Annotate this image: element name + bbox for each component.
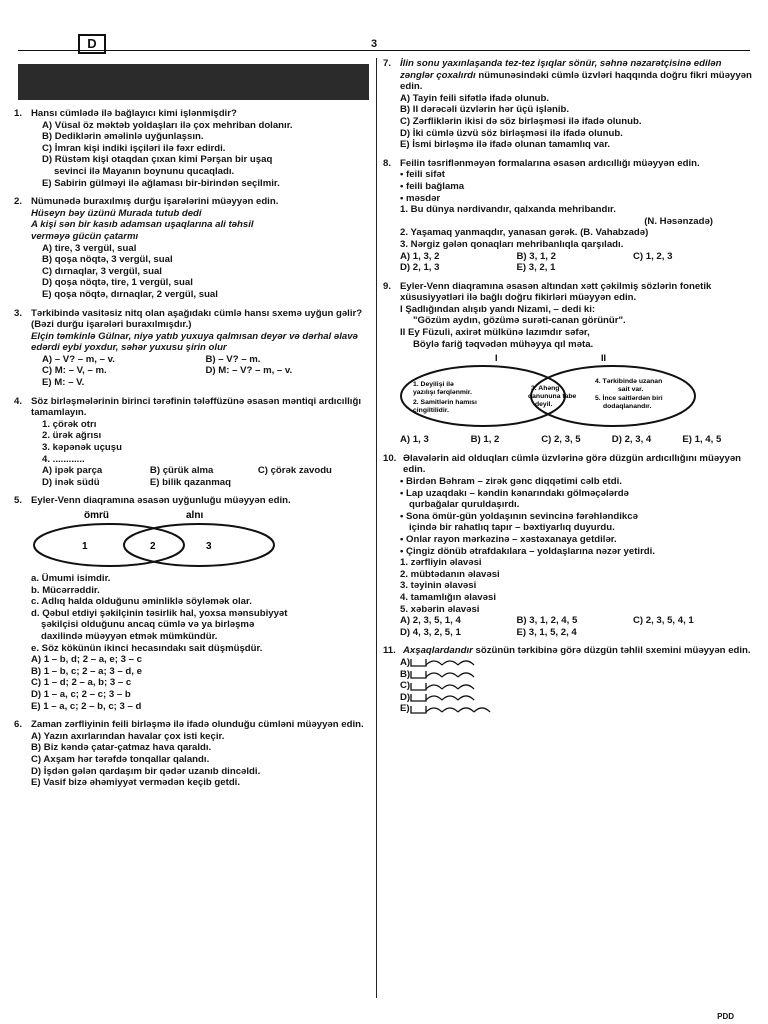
option-d: D) İki cümlə üzvü söz birləşməsi ilə ifadə olunub. <box>400 127 623 139</box>
venn-circle-right <box>124 524 274 566</box>
option-d: D) inək südü <box>42 476 100 488</box>
option-c: C) Zərfliklərin ikisi də söz birləşməsi ilə ifadə olunub. <box>400 115 642 127</box>
option-e: E) M: – V. <box>42 377 85 389</box>
question-3 <box>14 308 369 389</box>
morpheme-schemes <box>383 657 753 715</box>
suffix-arc <box>458 708 474 712</box>
venn-label-i: I <box>495 353 498 364</box>
question-number: 5. <box>14 495 23 507</box>
list-item: 5. xəbərin əlavəsi <box>400 603 480 615</box>
option-e: E) İsmi birləşmə ilə ifadə olunan tamamlıq var. <box>400 139 611 151</box>
question-stem: Zaman zərfliyinin feili birləşmə ilə ifadə olunduğu cümləni müəyyən edin. <box>31 719 364 731</box>
bullet-cont: içində bir rahatlıq tapır – bəxtiyarlıq duyurdu. <box>409 522 615 534</box>
bullet-item: • məsdər <box>400 192 441 204</box>
suffix-arc <box>458 661 474 665</box>
question-number: 3. <box>14 307 23 319</box>
option-c: C) M: – V, – m. <box>42 365 107 377</box>
option-a: A) 1, 3 <box>400 434 429 446</box>
bullet-item: • Sona ömür-gün yoldaşının sevincinə fərəhləndikcə <box>400 510 638 522</box>
option-e: E) bilik qazanmaq <box>149 476 231 488</box>
venn-text: dodaqlanandır. <box>603 403 652 411</box>
venn-text: deyil. <box>535 401 553 409</box>
option-d: D) M: – V? – m, – v. <box>205 365 293 377</box>
option-c <box>383 680 753 692</box>
scheme-diagram <box>410 681 476 691</box>
option-b: B) qoşa nöqtə, 3 vergül, sual <box>42 254 173 266</box>
venn-text: 5. İnce saitlərdən biri <box>595 395 663 403</box>
option-label: A) <box>400 656 411 668</box>
statement: e. Söz kökünün ikinci hecasındakı sait düşmüşdür. <box>31 642 263 654</box>
bullet-cont: qurbağalar quruldaşırdı. <box>409 499 520 511</box>
option-c: C) Axşam hər tərəfdə tonqallar qalandı. <box>31 753 210 765</box>
list-item: 1. zərfliyin əlavəsi <box>400 557 482 569</box>
option-b: B) Dediklərin əməlinlə uyğunlaşsın. <box>42 131 204 143</box>
suffix-arc <box>458 685 474 689</box>
venn-label-ii: II <box>601 353 607 364</box>
question-11 <box>383 645 753 715</box>
option-c: C) 1 – d; 2 – a, b; 3 – c <box>31 677 132 689</box>
option-c: C) İmran kişi indiki işçiləri ilə fəxr edirdi. <box>42 142 226 154</box>
question-2 <box>14 196 369 300</box>
option-c: C) 2, 3, 5, 4, 1 <box>632 615 694 627</box>
question-number: 1. <box>14 108 23 119</box>
section-banner <box>18 64 369 100</box>
suffix-arc <box>442 673 458 677</box>
quote-line: verməyə gücün çatarmı <box>31 230 139 242</box>
option-d: D) İşdən gələn qardaşım bir qədər uzanıb dincəldi. <box>31 765 261 777</box>
verse-line: II Ey Füzuli, axirət mülkünə lazımdır səfər, <box>400 327 590 339</box>
option-d: D) Rüstəm kişi otaqdan çıxan kimi Pərşan bir uşaq <box>42 154 273 166</box>
option-b: B) Biz kəndə çatar-çatmaz hava qaraldı. <box>31 742 212 754</box>
root-mark <box>411 671 426 678</box>
question-number: 6. <box>14 719 23 731</box>
scheme-diagram <box>410 704 492 714</box>
option-b: B) çürük alma <box>149 465 214 477</box>
statement-cont: şəkilçisi olduğunu ancaq cümlə və ya birləşmə <box>41 619 255 631</box>
question-stem: Əlavələrin aid olduqları cümlə üzvlərinə görə düzgün ardıcıllığını müəyyən edin. <box>403 452 742 476</box>
sentence: 2. Yaşamaq yanmaqdır, yanasan gərək. (B. Vahabzadə) <box>400 227 649 239</box>
scheme-diagram <box>410 669 476 679</box>
statement: d. Qəbul etdiyi şəkilçinin təsirlik hal, yoxsa mənsubiyyət <box>31 607 288 619</box>
question-number: 11. <box>383 645 396 657</box>
list-item: 4. tamamlığın əlavəsi <box>400 591 496 603</box>
option-c: C) 2, 3, 5 <box>541 434 581 446</box>
sentence: 3. Nərgiz gələn qonaqları mehribanlıqla qarşıladı. <box>400 238 624 250</box>
column-divider <box>376 58 377 998</box>
question-stem: Tərkibində vasitəsiz nitq olan aşağıdakı cümlə hansı sxemə uyğun gəlir? (Bəzi durğu işarələri buraxılmışdır.) <box>31 307 363 331</box>
root-mark <box>411 683 426 690</box>
verse-line: "Gözüm aydın, gözümə surəti-canan görünür". <box>413 315 626 327</box>
bullet-item: • Onlar rayon mərkəzinə – xəstəxanaya getdilər. <box>400 534 617 545</box>
list-item: 3. kəpənək uçuşu <box>42 442 122 454</box>
option-d-cont: sevinci ilə Mayanın boynunu qucaqladı. <box>54 165 235 177</box>
bullet-item: • Çingiz dönüb ətrafdakılara – yoldaşlarına nəzər yetirdi. <box>400 545 655 557</box>
option-c: C) çörək zavodu <box>257 465 332 477</box>
option-e: E) 3, 1, 5, 2, 4 <box>516 626 577 638</box>
option-b: B) 1, 2 <box>470 434 500 446</box>
option-a: A) Tayin feili sifətlə ifadə olunub. <box>400 92 550 104</box>
question-stem: nümunəsindəki cümlə üzvləri haqqında doğru fikri müəyyən edin. <box>400 69 752 93</box>
verse-line: Böylə fariğ təqvədən mühəyya qıl məta. <box>413 338 594 350</box>
statement: b. Mücərrəddir. <box>31 584 100 596</box>
right-column <box>383 58 753 722</box>
question-5 <box>14 495 369 712</box>
question-10 <box>383 453 753 639</box>
question-6 <box>14 719 369 789</box>
quote-text: Elçin təmkinlə Gülnar, niyə yatıb yuxuya qalmısan deyər və dərhal əlavə edərdi eybi yoxdur, səhər yuxusu şirin olur <box>31 330 358 354</box>
venn-region-1: 1 <box>82 541 88 552</box>
list-item: 4. ............ <box>42 453 85 465</box>
question-stem: Eyler-Venn diaqramına əsasən altından xətt çəkilmiş sözlərin fonetik xüsusiyyətləri ilə bağlı doğru fikirləri müəyyən edin. <box>400 280 712 304</box>
option-d: D) 2, 1, 3 <box>400 262 440 274</box>
suffix-arc <box>426 685 442 689</box>
option-b: B) 3, 1, 2 <box>516 250 556 262</box>
root-mark <box>411 659 426 666</box>
option-a: A) Yazın axırlarından havalar çox isti keçir. <box>31 730 225 742</box>
option-b <box>383 669 753 681</box>
option-a: A) 2, 3, 5, 1, 4 <box>400 615 461 627</box>
question-4 <box>14 396 369 489</box>
option-b: B) 1 – b, c; 2 – a; 3 – d, e <box>31 665 142 677</box>
question-number: 8. <box>383 157 392 169</box>
list-item: 2. mübtədanın əlavəsi <box>400 568 500 580</box>
option-c: C) dırnaqlar, 3 vergül, sual <box>42 265 162 277</box>
venn-label-left: ömrü <box>84 510 109 521</box>
suffix-arc <box>458 673 474 677</box>
verse-line: I Şadlığından alışıb yandı Nizami, – dedi ki: <box>400 303 596 315</box>
question-stem: sözünün tərkibinə görə düzgün təhlil sxemini müəyyən edin. <box>472 645 751 657</box>
option-e: E) Sabirin gülməyi ilə ağlaması bir-birindən seçilmir. <box>42 177 280 189</box>
venn-text: 3. Ahəng <box>531 385 560 393</box>
option-a: A) Vüsal öz məktəb yoldaşları ilə çox mehriban dolanır. <box>42 119 293 131</box>
author-note: (N. Həsənzadə) <box>644 215 713 227</box>
option-label: D) <box>400 691 411 703</box>
venn-text: 4. Tərkibində uzanan <box>595 378 663 386</box>
option-a: A) ipək parça <box>42 465 103 477</box>
venn-region-3: 3 <box>206 541 212 552</box>
scheme-diagram <box>410 657 476 667</box>
question-stem: Söz birləşmələrinin birinci tərəfinin tələffüzünə əsasən məntiqi ardıcıllığı tamamlayın. <box>31 395 361 419</box>
list-item: 1. çörək otrı <box>42 418 97 430</box>
option-b: B) – V? – m. <box>205 353 261 365</box>
bullet-item: • Lap uzaqdakı – kəndin kənarındakı gölməçələrdə <box>400 487 629 499</box>
stem-quote: İlin sonu yaxınlaşanda tez-tez işıqlar sönür, səhnə nəzarətçisinə edilən zənglər çoxalırdı <box>400 58 722 81</box>
suffix-arc <box>426 696 442 700</box>
question-1 <box>14 108 369 189</box>
question-8 <box>383 158 753 274</box>
left-column <box>14 58 369 796</box>
option-e: E) Vasif bizə əhəmiyyət vermədən keçib getdi. <box>31 777 241 789</box>
option-label: E) <box>400 703 410 715</box>
venn-text: 2. Samitlərin hamısı <box>413 399 477 407</box>
bullet-item: • feili bağlama <box>400 180 465 192</box>
venn-text: qanununa tabe <box>528 393 577 401</box>
suffix-arc <box>474 708 490 712</box>
statement: a. Ümumi isimdir. <box>31 573 111 584</box>
option-label: B) <box>400 668 411 680</box>
venn-text: sait var. <box>618 386 644 394</box>
venn-label-right: alnı <box>186 510 204 521</box>
option-d: D) 2, 3, 4 <box>611 434 652 446</box>
venn-circle-left <box>34 524 184 566</box>
root-mark <box>411 694 426 701</box>
option-b: B) 3, 1, 2, 4, 5 <box>516 615 578 627</box>
statement: c. Adlıq halda olduğunu əminliklə söyləmək olar. <box>31 596 252 608</box>
question-number: 9. <box>383 280 392 292</box>
footer-code: PDD <box>717 1012 734 1021</box>
venn-region-2: 2 <box>150 541 156 552</box>
venn-text: 1. Deyilişi ilə <box>413 381 454 389</box>
question-7 <box>383 58 753 151</box>
suffix-arc <box>442 708 458 712</box>
bullet-item: • feili sifət <box>400 169 445 181</box>
option-d: D) qoşa nöqtə, tire, 1 vergül, sual <box>42 277 193 289</box>
suffix-arc <box>442 696 458 700</box>
sentence: 1. Bu dünya nərdivandır, qalxanda mehribandır. <box>400 204 616 216</box>
question-stem: Hansı cümlədə ilə bağlayıcı kimi işlənmişdir? <box>31 108 237 119</box>
option-e <box>383 703 753 715</box>
option-e: E) 1, 4, 5 <box>682 434 722 446</box>
bullet-item: • Birdən Bəhram – zirək gənc diqqətimi cəlb etdi. <box>400 476 622 488</box>
option-d: D) 4, 3, 2, 5, 1 <box>400 626 461 638</box>
option-e: E) qoşa nöqtə, dırnaqlar, 2 vergül, sual <box>42 288 218 300</box>
question-number: 7. <box>383 58 392 69</box>
question-number: 4. <box>14 395 23 407</box>
suffix-arc <box>442 685 458 689</box>
header-rule <box>18 50 750 51</box>
option-e: E) 1 – a, c; 2 – b, c; 3 – d <box>31 700 142 712</box>
option-a: A) 1 – b, d; 2 – a, e; 3 – c <box>31 654 142 666</box>
page-number: 3 <box>371 38 378 50</box>
suffix-arc <box>442 661 458 665</box>
scheme-diagram <box>410 692 476 702</box>
list-item: 3. təyinin əlavəsi <box>400 580 477 592</box>
variant-box: D <box>78 34 106 54</box>
quote-line: Hüseyn bəy üzünü Murada tutub dedi <box>31 207 202 219</box>
suffix-arc <box>458 696 474 700</box>
option-label: C) <box>400 680 411 692</box>
venn-diagram <box>383 352 713 430</box>
venn-text: yazılışı fərqlənmir. <box>413 389 472 397</box>
suffix-arc <box>426 661 442 665</box>
venn-diagram <box>14 509 314 569</box>
option-b: B) II dərəcəli üzvlərin hər üçü işlənib. <box>400 104 570 116</box>
suffix-arc <box>426 673 442 677</box>
question-number: 10. <box>383 452 397 464</box>
question-number: 2. <box>14 196 23 208</box>
stem-word: Axşaqlardandır <box>403 645 473 657</box>
quote-line: A kişi sən bir kasıb adamsan uşaqlarına ali təhsil <box>31 219 254 231</box>
statement-cont: daxilində müəyyən etmək mümkündür. <box>41 630 218 642</box>
option-c: C) 1, 2, 3 <box>632 250 673 262</box>
question-9 <box>383 281 753 446</box>
option-a: A) tire, 3 vergül, sual <box>42 242 137 254</box>
root-mark <box>411 706 426 713</box>
option-d: D) 1 – a, c; 2 – c; 3 – b <box>31 688 131 700</box>
question-stem: Feilin təsriflənməyən formalarına əsasən ardıcıllığı müəyyən edin. <box>400 157 700 169</box>
option-a: A) – V? – m, – v. <box>42 353 115 365</box>
option-a <box>383 657 753 669</box>
suffix-arc <box>426 708 442 712</box>
question-stem: Eyler-Venn diaqramına əsasən uyğunluğu müəyyən edin. <box>31 495 291 507</box>
option-a: A) 1, 3, 2 <box>400 250 440 262</box>
list-item: 2. ürək ağrısı <box>42 430 102 442</box>
option-d <box>383 692 753 704</box>
question-stem: Nümunədə buraxılmış durğu işarələrini müəyyən edin. <box>31 196 279 208</box>
venn-text: cingiltilidir. <box>413 407 449 415</box>
option-e: E) 3, 2, 1 <box>516 262 556 274</box>
